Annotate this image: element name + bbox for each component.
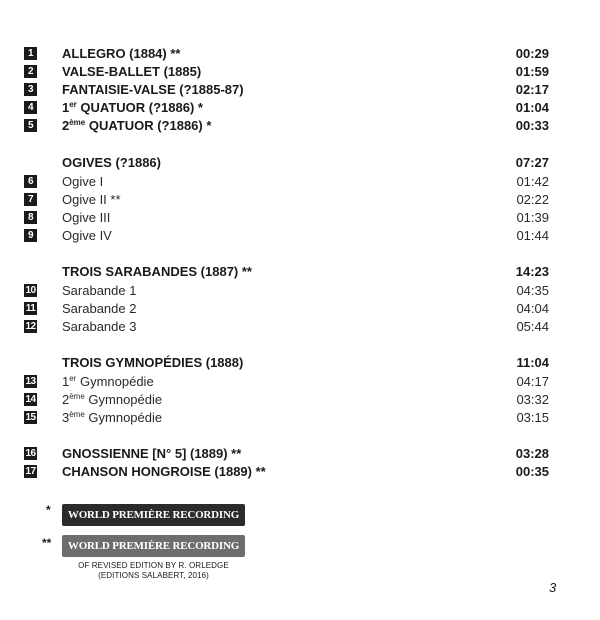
- title-text: Gymnopédie: [84, 392, 163, 407]
- title-text: Gymnopédie: [76, 374, 154, 389]
- track-duration: 03:15: [516, 410, 549, 425]
- track-row: [24, 318, 549, 335]
- track-duration: 00:35: [515, 464, 549, 479]
- publisher-note: (EDITIONS SALABERT, 2016): [98, 571, 209, 580]
- ordinal-number: 3: [62, 410, 70, 425]
- track-number: 5: [24, 119, 37, 132]
- track-title: GNOSSIENNE [N° 5] (1889) **: [62, 446, 242, 461]
- track-row: [24, 282, 549, 299]
- title-text: QUATUOR (?1886) *: [85, 118, 212, 133]
- track-duration: 04:17: [516, 374, 549, 389]
- group-header: [24, 263, 549, 280]
- double-star-marker: **: [42, 536, 52, 550]
- track-duration: 03:32: [516, 392, 549, 407]
- track-duration: 05:44: [516, 319, 549, 334]
- track-number: 12: [25, 320, 36, 332]
- track-row: [24, 45, 549, 62]
- track-title: Ogive III: [62, 210, 111, 225]
- track-duration: 04:35: [516, 283, 549, 298]
- track-number: 15: [25, 411, 36, 423]
- track-title: Ogive II **: [62, 192, 121, 207]
- track-title: [62, 100, 203, 115]
- track-row: [24, 209, 549, 226]
- track-row: [24, 445, 549, 462]
- group-header: [24, 154, 549, 171]
- track-row: [24, 81, 549, 98]
- world-premiere-revised-badge: WORLD PREMIÈRE RECORDING: [62, 535, 245, 557]
- track-title: [62, 392, 162, 407]
- ordinal-number: 1: [62, 374, 70, 389]
- track-number: 11: [25, 302, 36, 314]
- track-title: [62, 118, 211, 133]
- single-star-marker: *: [46, 503, 51, 517]
- track-number: 4: [24, 101, 37, 114]
- track-row: [24, 463, 549, 480]
- track-duration: 00:29: [515, 46, 549, 61]
- track-duration: 02:17: [515, 82, 549, 97]
- track-row: [24, 300, 549, 317]
- track-title: Sarabande 3: [62, 319, 137, 334]
- ordinal-suffix: ème: [69, 410, 85, 419]
- track-number: 6: [24, 175, 37, 188]
- track-title: Ogive IV: [62, 228, 112, 243]
- group-duration: 14:23: [515, 264, 549, 279]
- track-number: 10: [25, 284, 36, 296]
- track-row: [24, 173, 549, 190]
- track-duration: 01:42: [516, 174, 549, 189]
- title-text: Gymnopédie: [84, 410, 163, 425]
- track-title: Sarabande 1: [62, 283, 137, 298]
- track-number: 13: [25, 375, 36, 387]
- title-text: QUATUOR (?1886) *: [76, 100, 203, 115]
- ordinal-suffix: ème: [69, 118, 86, 127]
- world-premiere-badge: WORLD PREMIÈRE RECORDING: [62, 504, 245, 526]
- track-title: [62, 374, 154, 389]
- track-title: ALLEGRO (1884) **: [62, 46, 181, 61]
- page-number: 3: [549, 580, 557, 595]
- ordinal-number: 2: [62, 118, 70, 133]
- track-row: [24, 63, 549, 80]
- track-number: 8: [24, 211, 37, 224]
- track-duration: 04:04: [516, 301, 549, 316]
- ordinal-number: 1: [62, 100, 70, 115]
- track-duration: 03:28: [515, 446, 549, 461]
- ordinal-suffix: ème: [69, 392, 85, 401]
- ordinal-suffix: er: [69, 374, 77, 383]
- track-number: 9: [24, 229, 37, 242]
- group-header: [24, 354, 549, 371]
- revised-edition-note: OF REVISED EDITION BY R. ORLEDGE: [78, 561, 229, 570]
- track-row: [24, 409, 549, 426]
- track-title: Ogive I: [62, 174, 104, 189]
- track-title: Sarabande 2: [62, 301, 137, 316]
- group-duration: 11:04: [516, 355, 549, 370]
- track-number: 3: [24, 83, 37, 96]
- track-number: 1: [24, 47, 37, 60]
- track-row: [24, 227, 549, 244]
- track-number: 2: [24, 65, 37, 78]
- track-duration: 01:04: [515, 100, 549, 115]
- track-number: 17: [25, 465, 36, 477]
- track-title: FANTAISIE-VALSE (?1885-87): [62, 82, 244, 97]
- track-row: [24, 191, 549, 208]
- track-title: VALSE-BALLET (1885): [62, 64, 202, 79]
- ordinal-number: 2: [62, 392, 70, 407]
- track-number: 16: [25, 447, 36, 459]
- track-duration: 00:33: [515, 118, 549, 133]
- track-duration: 01:59: [515, 64, 549, 79]
- track-title: [62, 410, 162, 425]
- track-number: 14: [25, 393, 36, 405]
- group-title: OGIVES (?1886): [62, 155, 161, 170]
- ordinal-suffix: er: [69, 100, 77, 109]
- track-duration: 01:44: [516, 228, 549, 243]
- track-duration: 01:39: [516, 210, 549, 225]
- track-row: [24, 99, 549, 116]
- group-title: TROIS SARABANDES (1887) **: [62, 264, 252, 279]
- track-row: [24, 391, 549, 408]
- group-duration: 07:27: [515, 155, 549, 170]
- track-number: 7: [24, 193, 37, 206]
- track-row: [24, 373, 549, 390]
- group-title: TROIS GYMNOPÉDIES (1888): [62, 355, 244, 370]
- track-title: CHANSON HONGROISE (1889) **: [62, 464, 266, 479]
- track-row: [24, 117, 549, 134]
- track-duration: 02:22: [516, 192, 549, 207]
